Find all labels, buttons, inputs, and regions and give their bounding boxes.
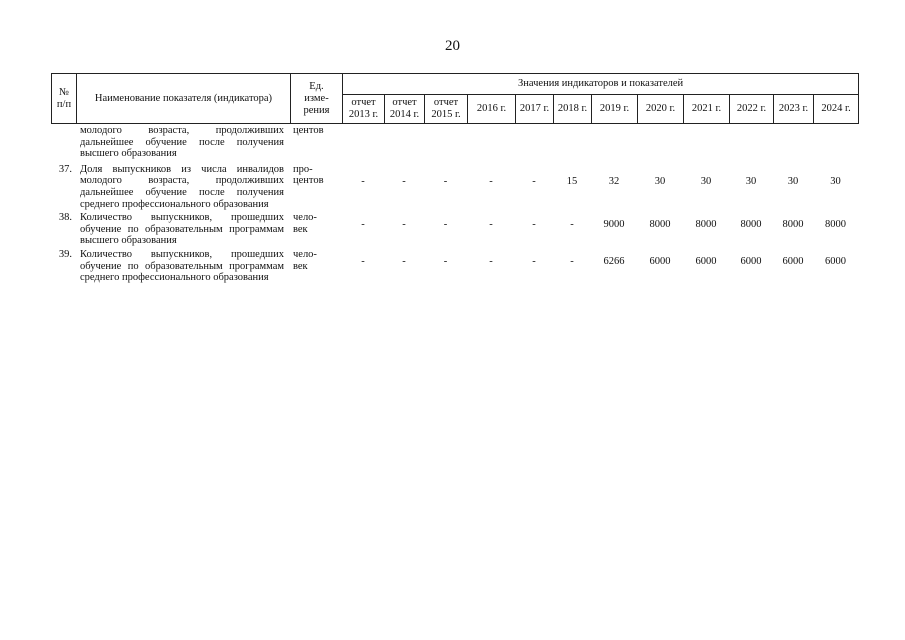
indicator-value bbox=[553, 125, 591, 162]
indicator-value: 15 bbox=[566, 175, 578, 187]
indicator-table-header bbox=[51, 73, 859, 124]
indicator-value: 8000 bbox=[782, 219, 804, 231]
table-row bbox=[51, 247, 858, 284]
header-year: 2019 г. bbox=[592, 95, 638, 124]
indicator-value: 6266 bbox=[603, 255, 625, 267]
indicator-value: 8000 bbox=[649, 219, 671, 231]
indicator-value: - bbox=[489, 255, 493, 267]
indicator-value: - bbox=[570, 255, 574, 267]
indicator-value: 30 bbox=[654, 175, 666, 187]
indicator-value: - bbox=[570, 219, 574, 231]
indicator-value bbox=[773, 125, 813, 162]
indicator-value: 30 bbox=[787, 175, 799, 187]
indicator-value: - bbox=[532, 255, 536, 267]
indicator-value: - bbox=[532, 219, 536, 231]
indicator-value: 6000 bbox=[740, 255, 762, 267]
indicator-value: - bbox=[361, 255, 365, 267]
indicator-value: 6000 bbox=[825, 255, 846, 267]
unit-of-measure: чело- век bbox=[293, 248, 317, 272]
indicator-value: 6000 bbox=[649, 255, 671, 267]
header-year: 2022 г. bbox=[730, 95, 774, 124]
indicator-value bbox=[467, 125, 515, 162]
header-year: отчет 2014 г. bbox=[385, 95, 425, 124]
indicator-name: Количество выпускников, прошедших обучение по образовательным программам среднего профессионального образования bbox=[80, 248, 284, 284]
indicator-value bbox=[683, 125, 729, 162]
page-number: 20 bbox=[445, 38, 460, 54]
indicator-value: - bbox=[443, 175, 448, 187]
header-name: Наименование показателя (индикатора) bbox=[77, 74, 291, 124]
indicator-name: Количество выпускников, прошедших обучение по образовательным программам высшего образования bbox=[80, 212, 284, 247]
indicator-value: - bbox=[402, 255, 406, 267]
indicator-value bbox=[515, 125, 553, 162]
indicator-value bbox=[384, 125, 424, 162]
table-row bbox=[51, 125, 858, 162]
indicator-value: 30 bbox=[700, 175, 712, 187]
row-number bbox=[51, 125, 76, 162]
indicator-value: - bbox=[489, 175, 493, 187]
indicator-name: молодого возраста, продолживших дальнейшее обучение после получения высшего образования bbox=[80, 125, 284, 160]
unit-of-measure: чело- век bbox=[293, 212, 317, 235]
indicator-value: 32 bbox=[608, 175, 620, 187]
indicator-value: 6000 bbox=[695, 255, 717, 267]
indicator-value bbox=[813, 125, 858, 162]
table-row bbox=[51, 210, 858, 247]
indicator-value bbox=[424, 125, 467, 162]
header-year: 2023 г. bbox=[774, 95, 814, 124]
row-number: 38. bbox=[58, 212, 72, 224]
header-year: 2020 г. bbox=[638, 95, 684, 124]
indicator-value: - bbox=[532, 175, 536, 187]
indicator-value bbox=[729, 125, 773, 162]
header-year: 2018 г. bbox=[554, 95, 592, 124]
header-year: 2017 г. bbox=[516, 95, 554, 124]
indicator-name: Доля выпускников из числа инвалидов молодого возраста, продолживших дальнейшее обучение после получения среднего профессионального образования bbox=[80, 163, 284, 210]
header-year: отчет 2013 г. bbox=[343, 95, 385, 124]
indicator-table-body bbox=[51, 125, 858, 284]
indicator-value bbox=[637, 125, 683, 162]
indicator-value bbox=[342, 125, 384, 162]
table-row bbox=[51, 162, 858, 210]
indicator-value: - bbox=[489, 219, 493, 231]
header-unit: Ед. изме- рения bbox=[291, 74, 343, 124]
header-year: 2024 г. bbox=[814, 95, 859, 124]
indicator-value: 9000 bbox=[603, 219, 625, 231]
indicator-value: - bbox=[361, 175, 365, 187]
unit-of-measure: центов bbox=[293, 125, 324, 136]
indicator-value: 8000 bbox=[695, 219, 717, 231]
header-year: 2016 г. bbox=[468, 95, 516, 124]
indicator-value: - bbox=[361, 219, 365, 231]
indicator-value: 8000 bbox=[825, 219, 846, 231]
row-number: 37. bbox=[58, 163, 72, 175]
row-number: 39. bbox=[58, 248, 72, 260]
indicator-value bbox=[591, 125, 637, 162]
indicator-value: 30 bbox=[830, 175, 841, 187]
indicator-value: 6000 bbox=[782, 255, 804, 267]
indicator-value: - bbox=[443, 219, 448, 231]
header-year: отчет 2015 г. bbox=[425, 95, 468, 124]
header-year: 2021 г. bbox=[684, 95, 730, 124]
indicator-value: 8000 bbox=[740, 219, 762, 231]
header-values-title: Значения индикаторов и показателей bbox=[343, 74, 859, 95]
unit-of-measure: про- центов bbox=[293, 163, 324, 187]
indicator-value: - bbox=[443, 255, 448, 267]
indicator-value: - bbox=[402, 219, 406, 231]
header-num: № п/п bbox=[52, 74, 77, 124]
indicator-value: 30 bbox=[745, 175, 757, 187]
indicator-value: - bbox=[402, 175, 406, 187]
